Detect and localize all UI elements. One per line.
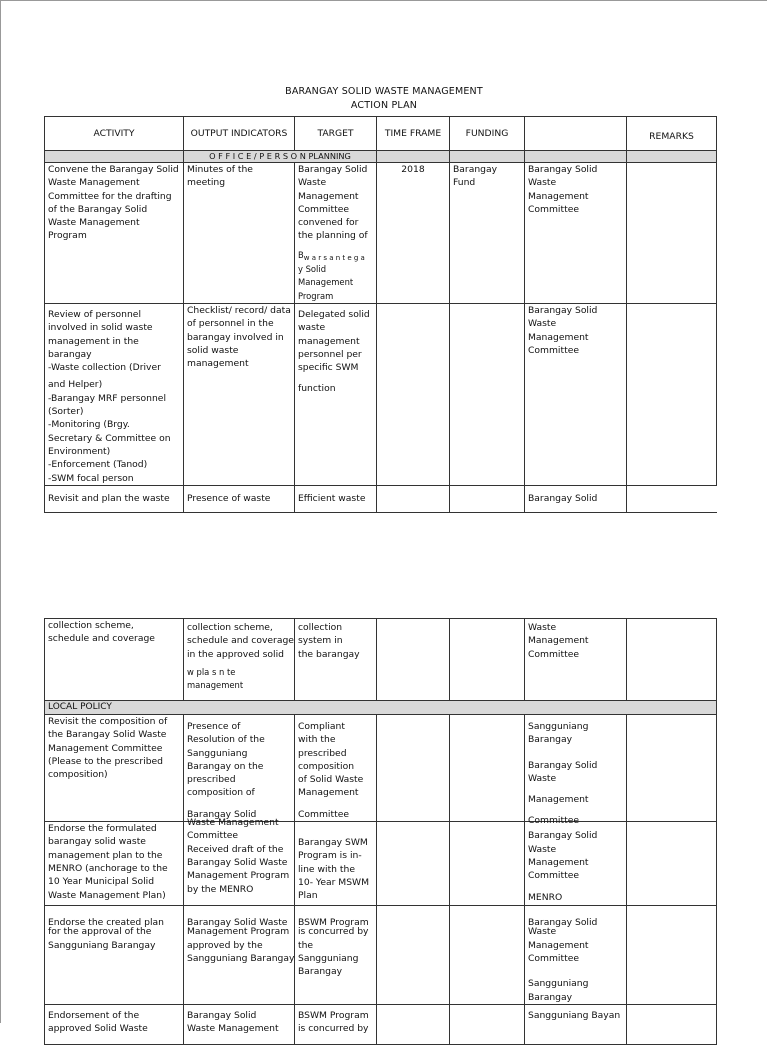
cell-line: Fund bbox=[453, 177, 476, 189]
cell-line: -Enforcement (Tanod) bbox=[48, 459, 148, 471]
cell-line: composition of bbox=[187, 787, 255, 799]
cell-line: prescribed bbox=[187, 774, 236, 786]
cell-line: of Solid Waste bbox=[298, 774, 364, 786]
action-plan-table-bottom bbox=[44, 618, 717, 1045]
cell-line: approved Solid Waste bbox=[48, 1023, 148, 1035]
cell-line: y Solid bbox=[298, 264, 327, 275]
cell-line: and Helper) bbox=[48, 379, 103, 391]
funding-cell bbox=[450, 619, 525, 701]
band-planning-label bbox=[184, 151, 377, 163]
cell-line: -Waste collection (Driver bbox=[48, 362, 161, 374]
cell-line: composition bbox=[298, 760, 355, 772]
cell-line: Barangay Solid bbox=[187, 1009, 257, 1021]
timeframe-cell: 2018 bbox=[377, 163, 450, 304]
cell-line: Management bbox=[298, 190, 359, 202]
section-local-policy: LOCAL POLICY bbox=[45, 701, 717, 715]
cell-line: meeting bbox=[187, 177, 226, 189]
target-cell bbox=[295, 1004, 377, 1044]
cell-line: involved in solid waste bbox=[48, 322, 153, 334]
band-planning: PLANNING bbox=[308, 151, 351, 161]
target-cell: BSWM Program is concurred by the Sangguniang Barangay bbox=[295, 906, 377, 1005]
activity-cell bbox=[45, 822, 184, 906]
header-remarks: REMARKS bbox=[627, 117, 717, 151]
cell-line: Committee bbox=[528, 648, 579, 660]
output-cell: Barangay Solid Waste Management Program approved by the Sangguniang Barangay bbox=[184, 906, 295, 1005]
timeframe-cell bbox=[377, 906, 450, 1005]
cell-line: of the Barangay Solid bbox=[48, 203, 148, 215]
cell-line: waste bbox=[298, 322, 326, 334]
cell-line: schedule and coverage bbox=[48, 633, 155, 645]
cell-line: Sangguniang bbox=[528, 721, 589, 732]
output-cell: Waste Management Committee Received draft of the Barangay Solid Waste Management Program by the MENRO bbox=[184, 822, 295, 906]
cell-line: management in the bbox=[48, 335, 139, 347]
output-cell: Presence of waste bbox=[184, 485, 295, 512]
cell-line: Committee bbox=[298, 203, 349, 215]
cell-line: Received draft of the bbox=[187, 843, 284, 855]
output-cell bbox=[184, 1004, 295, 1044]
table-row bbox=[45, 303, 717, 485]
cell-line: Management bbox=[528, 939, 589, 951]
cell-line: Waste bbox=[528, 926, 557, 938]
cell-line: Waste bbox=[528, 318, 557, 330]
header-time-frame: TIME FRAME bbox=[377, 117, 450, 151]
responsible-cell bbox=[525, 619, 627, 701]
cell-line: Waste bbox=[298, 177, 327, 189]
cell-line: Sangguniang bbox=[528, 978, 589, 990]
cell-line: composition) bbox=[48, 769, 108, 781]
cell-line: -Monitoring (Brgy. bbox=[48, 419, 130, 431]
timeframe-cell bbox=[377, 619, 450, 701]
timeframe-cell bbox=[377, 715, 450, 822]
activity-cell: Endorse the created plan for the approval of the Sangguniang Barangay bbox=[45, 906, 184, 1005]
cell-line: Committee bbox=[528, 203, 579, 215]
table-row-cut bbox=[45, 485, 717, 512]
cell-line: solid waste bbox=[187, 344, 239, 356]
remarks-cell bbox=[627, 715, 717, 822]
cell-line: Compliant bbox=[298, 721, 345, 732]
cell-line: Committee for the drafting bbox=[48, 190, 172, 202]
target-cell: Compliant with the prescribed composition of Solid Waste Management Committee bbox=[295, 715, 377, 822]
cell-line: Program is in- bbox=[298, 850, 362, 862]
cell-line: Waste bbox=[528, 843, 557, 855]
cell-line: Checklist/ record/ data bbox=[187, 304, 291, 316]
table-row bbox=[45, 163, 717, 304]
cell-line: Secretary & Committee on bbox=[48, 432, 171, 444]
cell-line: Barangay Solid bbox=[528, 759, 598, 771]
output-cell bbox=[184, 163, 295, 304]
cell-line: Barangay bbox=[298, 966, 343, 978]
cell-line: management bbox=[298, 335, 360, 347]
cell-line: line with the bbox=[298, 863, 355, 875]
cell-line: in the approved solid bbox=[187, 648, 284, 660]
cell-line: Committee bbox=[528, 344, 579, 356]
header-activity: ACTIVITY bbox=[45, 117, 184, 151]
cell-line: Waste bbox=[528, 622, 557, 633]
cell-line: Barangay Solid bbox=[528, 164, 598, 175]
cell-line: Sangguniang Barangay bbox=[187, 952, 295, 964]
cell-line: Program bbox=[48, 230, 87, 242]
target-cell: Delegated solid waste management personnel per specific SWM function bbox=[295, 303, 377, 485]
timeframe-cell bbox=[377, 822, 450, 906]
cell-line: by the MENRO bbox=[187, 883, 254, 895]
cell-line: Delegated solid bbox=[298, 308, 370, 320]
cell-line: MENRO (anchorage to the bbox=[48, 862, 168, 874]
cell-line: management plan to the bbox=[48, 849, 163, 861]
responsible-cell: Sangguniang Bayan bbox=[525, 1004, 627, 1044]
cell-line: 10 Year Municipal Solid bbox=[48, 876, 155, 888]
cell-line: Review of personnel bbox=[48, 308, 141, 320]
cell-line: (Please to the prescribed bbox=[48, 755, 164, 767]
cell-line: Management Program bbox=[187, 870, 290, 882]
activity-cell bbox=[45, 1004, 184, 1044]
activity-cell bbox=[45, 163, 184, 304]
activity-cell bbox=[45, 303, 184, 485]
cell-line: is concurred by bbox=[298, 926, 369, 938]
table-row bbox=[45, 1004, 717, 1044]
cell-line: Waste bbox=[528, 772, 557, 784]
cell-line: barangay bbox=[48, 348, 92, 360]
funding-cell bbox=[450, 1004, 525, 1044]
cell-line: Waste Management bbox=[48, 217, 140, 229]
cell-line: Waste Management Plan) bbox=[48, 889, 166, 901]
cell-line: Barangay Solid bbox=[298, 164, 368, 175]
cell-line: collection scheme, bbox=[187, 622, 273, 633]
cell-line: for the approval of the bbox=[48, 926, 152, 938]
target-cell bbox=[295, 619, 377, 701]
remarks-cell bbox=[627, 906, 717, 1005]
action-plan-table-top bbox=[44, 116, 717, 513]
output-cell: Presence of Resolution of the Sangguniang Barangay on the prescribed composition of Barangay Solid bbox=[184, 715, 295, 822]
remarks-cell bbox=[627, 485, 717, 512]
cell-line: the barangay bbox=[298, 648, 360, 660]
responsible-cell: Sangguniang Barangay Barangay Solid Waste Management bbox=[525, 715, 627, 822]
header-output-indicators: OUTPUT INDICATORS bbox=[184, 117, 295, 151]
cell-line: barangay solid waste bbox=[48, 836, 146, 848]
target-cell bbox=[295, 822, 377, 906]
cell-line: Presence of bbox=[187, 721, 241, 732]
funding-cell bbox=[450, 163, 525, 304]
cell-line: Management bbox=[298, 277, 354, 288]
cell-line: personnel per bbox=[298, 348, 362, 360]
section-row-local-policy bbox=[45, 701, 717, 715]
cell-line: Sangguniang bbox=[187, 747, 248, 759]
cell-line: Minutes of the bbox=[187, 164, 253, 175]
cell-line: the Barangay Solid Waste bbox=[48, 729, 167, 741]
responsible-cell bbox=[525, 303, 627, 485]
remarks-cell bbox=[627, 163, 717, 304]
table-header-row bbox=[45, 117, 717, 151]
cell-line: Barangay Solid bbox=[528, 304, 598, 316]
funding-cell bbox=[450, 303, 525, 485]
document-title: BARANGAY SOLID WASTE MANAGEMENT bbox=[285, 86, 483, 97]
cell-line: BSWM Program bbox=[298, 1009, 369, 1021]
cell-line: Barangay bbox=[528, 734, 573, 746]
cell-line: Committee bbox=[528, 870, 579, 882]
cell-line: approved by the bbox=[187, 939, 263, 951]
cell-line: is concurred by bbox=[298, 1023, 369, 1035]
cell-line: the planning of bbox=[298, 230, 368, 242]
cell-line: Resolution of the bbox=[187, 734, 265, 746]
table-row bbox=[45, 822, 717, 906]
cell-line: Plan bbox=[298, 890, 318, 902]
cell-line: Barangay SWM bbox=[298, 837, 368, 849]
table-row bbox=[45, 906, 717, 1005]
cell-line: Barangay Solid Waste bbox=[187, 856, 288, 868]
cell-line: Revisit the composition of bbox=[48, 716, 168, 727]
timeframe-cell bbox=[377, 1004, 450, 1044]
cell-line: Waste Management bbox=[187, 1023, 279, 1035]
cell-line: Committee bbox=[187, 830, 238, 842]
table-row bbox=[45, 619, 717, 701]
activity-cell bbox=[45, 715, 184, 822]
activity-cell: Revisit and plan the waste bbox=[45, 485, 184, 512]
cell-line: Management Committee bbox=[48, 742, 163, 754]
cell-line: barangay involved in bbox=[187, 331, 284, 343]
document-subtitle: ACTION PLAN bbox=[350, 100, 418, 111]
funding-cell bbox=[450, 906, 525, 1005]
table-row bbox=[45, 715, 717, 822]
cell-line: prescribed bbox=[298, 747, 347, 759]
remarks-cell bbox=[627, 822, 717, 906]
planning-band-row bbox=[45, 151, 717, 163]
remarks-cell bbox=[627, 303, 717, 485]
cell-line: Management bbox=[528, 190, 589, 202]
responsible-cell bbox=[525, 163, 627, 304]
output-cell bbox=[184, 303, 295, 485]
cell-line: Barangay on the bbox=[187, 760, 264, 772]
cell-line: specific SWM bbox=[298, 362, 359, 374]
activity-cell bbox=[45, 619, 184, 701]
band-cell bbox=[45, 151, 184, 163]
funding-cell bbox=[450, 485, 525, 512]
cell-line: -SWM focal person bbox=[48, 472, 134, 484]
cell-line: Barangay bbox=[528, 991, 573, 1003]
band-cell bbox=[525, 151, 627, 163]
cell-line: Waste bbox=[528, 177, 557, 189]
cell-line: system in bbox=[298, 635, 343, 647]
header-responsible bbox=[525, 117, 627, 151]
funding-cell bbox=[450, 715, 525, 822]
cell-line: (Sorter) bbox=[48, 406, 84, 418]
target-cell: Barangay Solid Waste Management Committee convened for the planning of $B_{w a r s a n t e g a}$ y Solid Management Program bbox=[295, 163, 377, 304]
band-cell bbox=[377, 151, 450, 163]
cell-line: Management bbox=[528, 331, 589, 343]
cell-line: of personnel in the bbox=[187, 318, 274, 330]
cell-line: convened for bbox=[298, 217, 359, 229]
cell-line: Committee bbox=[528, 952, 579, 964]
cell-line: Barangay Solid bbox=[528, 830, 598, 842]
responsible-cell: Committee Barangay Solid Waste Management Committee MENRO bbox=[525, 822, 627, 906]
cell-line: Convene the Barangay Solid bbox=[48, 164, 179, 175]
header-target: TARGET bbox=[295, 117, 377, 151]
responsible-cell: Barangay Solid Waste Management Committee Sangguniang Barangay bbox=[525, 906, 627, 1005]
cell-line: the bbox=[298, 939, 314, 951]
timeframe-cell bbox=[377, 303, 450, 485]
cell-line: Waste Management bbox=[48, 177, 140, 189]
cell-line: Program bbox=[298, 290, 334, 301]
cell-line: with the bbox=[298, 734, 336, 746]
cell-line: management bbox=[187, 358, 249, 370]
timeframe-cell bbox=[377, 485, 450, 512]
band-cell bbox=[627, 151, 717, 163]
cell-line: Sangguniang bbox=[298, 952, 359, 964]
cell-line: 10- Year MSWM bbox=[298, 876, 370, 888]
cell-line: Environment) bbox=[48, 445, 111, 457]
cell-line: Management bbox=[298, 787, 359, 799]
cell-line: Sangguniang Barangay bbox=[48, 939, 156, 951]
responsible-cell: Barangay Solid bbox=[525, 485, 627, 512]
band-prefix: O F F I C E / P E R S O N bbox=[209, 151, 306, 161]
cell-line: Management bbox=[528, 856, 589, 868]
remarks-cell bbox=[627, 619, 717, 701]
remarks-cell bbox=[627, 1004, 717, 1044]
cell-line: Endorse the formulated bbox=[48, 823, 157, 835]
target-cell: Efficient waste bbox=[295, 485, 377, 512]
cell-line: collection scheme, bbox=[48, 620, 134, 631]
cell-line: schedule and coverage bbox=[187, 635, 294, 647]
cell-line: Endorsement of the bbox=[48, 1009, 140, 1021]
cell-line: Barangay bbox=[453, 164, 498, 175]
funding-cell bbox=[450, 822, 525, 906]
cell-line: -Barangay MRF personnel bbox=[48, 392, 167, 404]
cell-line: collection bbox=[298, 622, 343, 633]
band-cell bbox=[450, 151, 525, 163]
cell-line: Management Program bbox=[187, 926, 290, 938]
cell-line: Management bbox=[528, 635, 589, 647]
output-cell: collection scheme, schedule and coverage in the approved solid w pla s n te management bbox=[184, 619, 295, 701]
header-funding: FUNDING bbox=[450, 117, 525, 151]
